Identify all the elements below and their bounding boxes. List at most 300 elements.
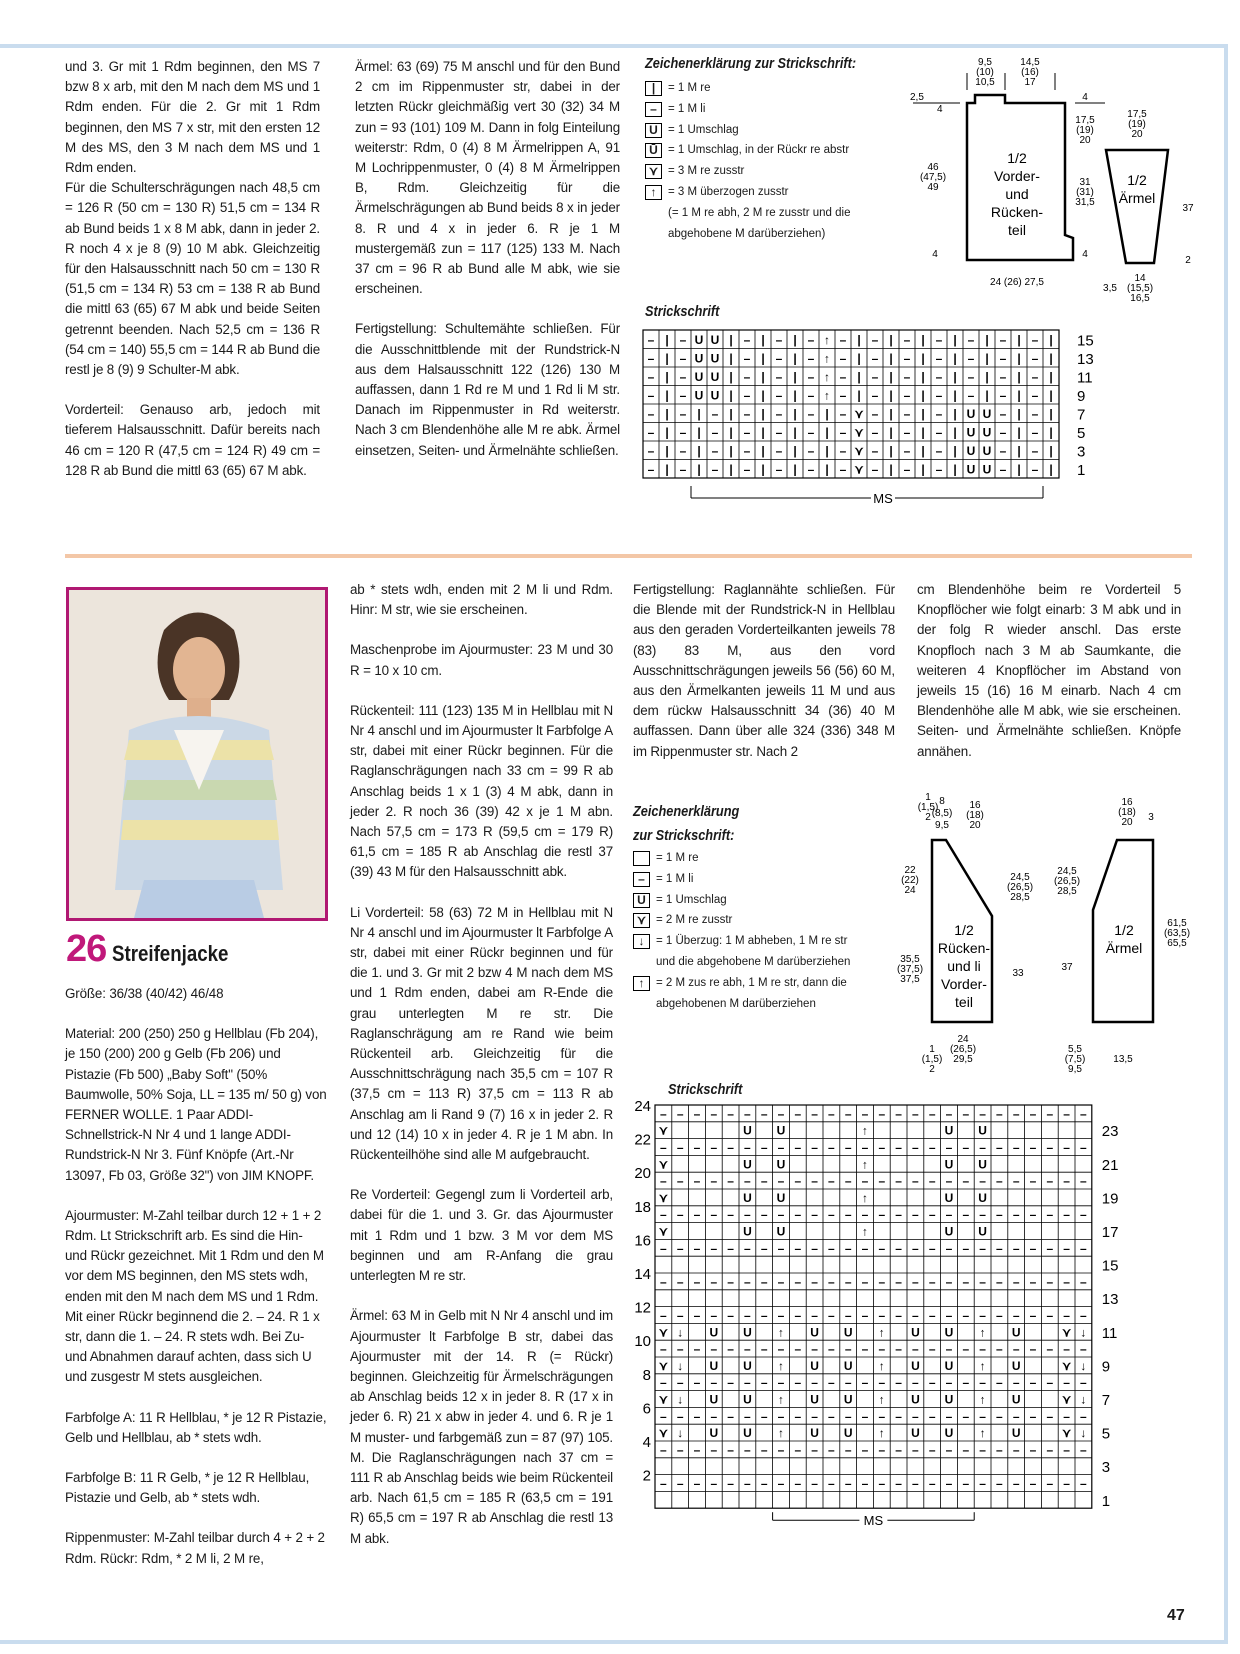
body-piece-label: teil	[955, 994, 973, 1010]
chart-stitch-symbol: –	[979, 1476, 986, 1491]
chart-stitch-symbol: –	[710, 1375, 718, 1390]
chart-stitch-symbol: –	[935, 425, 943, 440]
chart-stitch-symbol: –	[903, 388, 911, 403]
chart-stitch-symbol: U	[709, 1358, 719, 1373]
chart-stitch-symbol: –	[679, 351, 687, 366]
top-col1-paragraph: Für die Schulterschrägungen nach 48,5 cm = 126 R (50 cm = 130 R) 51,5 cm = 134 R ab Bund beids 1 x 8 M abk, dann in jeder 2. R noch 4 x je 8 (9) 10 M abk. Gleichzeitig für den Halsausschnitt nach 50 cm = 130 R (51,5 cm = 134 R) 53 cm = 138 R ab Bund die mittl 63 (65) 67 M abk und beide Seiten getrennt beenden. Nach 52,5 cm = 136 R (54 cm = 140) 55,5 cm = 144 R ab Bund die restl je 8 (9) 9 Schulter-M abk.	[65, 180, 320, 378]
chart-stitch-symbol: –	[878, 1442, 886, 1457]
chart-stitch-symbol: –	[962, 1174, 970, 1189]
chart-stitch-symbol: |	[1017, 351, 1021, 366]
chart-stitch-symbol: |	[921, 388, 925, 403]
chart-stitch-symbol: U	[743, 1325, 752, 1340]
legend-text: abgehobene M darüberziehen)	[668, 227, 826, 240]
chart-stitch-symbol: |	[1049, 406, 1053, 421]
chart-stitch-symbol: –	[962, 1207, 970, 1222]
chart-stitch-symbol: –	[828, 1375, 835, 1390]
chart-stitch-symbol: |	[825, 406, 829, 421]
chart-stitch-symbol: –	[828, 1342, 835, 1357]
chart-stitch-symbol: |	[793, 425, 797, 440]
legend-row	[633, 973, 850, 994]
chart-stitch-symbol: ↑	[878, 1392, 885, 1407]
chart-stitch-symbol: –	[912, 1476, 919, 1491]
body-dim-neck: 8	[939, 796, 945, 807]
chart-stitch-symbol: –	[996, 1140, 1003, 1155]
dim-right-bottom: 4	[1082, 249, 1088, 260]
chart-row-label: 5	[1101, 1425, 1111, 1443]
chart-stitch-symbol: –	[878, 1409, 886, 1424]
chart-stitch-symbol: –	[1046, 1442, 1054, 1457]
top-column-1	[65, 57, 320, 501]
chart-stitch-symbol: –	[1029, 1207, 1037, 1222]
chart-stitch-symbol: –	[861, 1308, 869, 1323]
sleeve-top: (19)	[1128, 119, 1146, 130]
chart-stitch-symbol: |	[1049, 332, 1053, 347]
top-stitch-chart	[643, 325, 1123, 506]
chart-stitch-symbol: –	[710, 1140, 718, 1155]
chart-stitch-symbol: ↑	[824, 351, 830, 366]
chart-stitch-symbol: –	[878, 1241, 886, 1256]
legend-symbol-icon: ⋎	[645, 164, 662, 179]
legend-symbol-icon	[633, 851, 650, 866]
chart-stitch-symbol: ↑	[979, 1426, 986, 1441]
chart-stitch-symbol: –	[828, 1476, 835, 1491]
chart-stitch-symbol: –	[794, 1274, 802, 1289]
chart-stitch-symbol: |	[825, 425, 829, 440]
chart-stitch-symbol: –	[710, 1241, 718, 1256]
chart-stitch-symbol: |	[825, 443, 829, 458]
chart-stitch-symbol: –	[777, 1274, 785, 1289]
chart-stitch-symbol: –	[679, 369, 687, 384]
chart-stitch-symbol: –	[727, 1476, 734, 1491]
chart-stitch-symbol: ⋎	[854, 462, 864, 477]
chart-stitch-symbol: –	[979, 1174, 986, 1189]
chart-stitch-symbol: |	[761, 388, 765, 403]
chart-stitch-symbol: |	[1017, 388, 1021, 403]
chart-stitch-symbol: |	[985, 332, 989, 347]
chart-stitch-symbol: |	[953, 462, 957, 477]
chart-stitch-symbol: |	[665, 462, 669, 477]
chart-stitch-symbol: –	[710, 1308, 718, 1323]
chart-stitch-symbol: –	[844, 1476, 852, 1491]
legend-symbol-icon: Ū	[645, 143, 662, 158]
legend-text: = 1 M re	[656, 852, 699, 864]
chart-row-label: 15	[1077, 332, 1094, 350]
chart-stitch-symbol: U	[843, 1325, 853, 1340]
front-piece-label: und	[1005, 186, 1029, 202]
bottom-col2-paragraph: Ärmel: 63 M in Gelb mit N Nr 4 anschl und im Ajourmuster lt Farbfolge B str, dabei das Ajourmuster mit der 14. R (= Rückr) beginnen. Gleichzeitig für Ärmelschrägungen ab Anschlag beids 12 x in jeder 8. R (17 x in jeder 6. R) 21 x abw in jeder 4. und 6. R je 1 M muster- und farbgemäß zun = 87 (97) 105. M. Die Raglanschrägungen nach 37 cm = 111 R ab Anschlag beids wie beim Rückenteil arb. Nach 61,5 cm = 185 R (63,5 cm = 191 R) 65,5 cm = 197 R ab Anschlag die restl 13 M abk.	[350, 1308, 613, 1546]
chart-stitch-symbol: U	[810, 1358, 819, 1373]
chart-stitch-symbol: –	[861, 1106, 869, 1121]
chart-stitch-symbol: –	[935, 369, 943, 384]
chart-stitch-symbol: U	[911, 1392, 920, 1407]
chart-stitch-symbol: –	[935, 351, 943, 366]
chart-stitch-symbol: –	[727, 1274, 734, 1289]
chart-stitch-symbol: –	[807, 351, 815, 366]
chart-stitch-symbol: |	[953, 443, 957, 458]
chart-stitch-symbol: –	[967, 369, 975, 384]
pattern-number: 26	[66, 928, 107, 970]
chart-stitch-symbol: ↑	[979, 1358, 986, 1373]
chart-stitch-symbol: –	[1031, 462, 1039, 477]
chart-stitch-symbol: –	[878, 1106, 886, 1121]
chart-stitch-symbol: |	[1049, 425, 1053, 440]
chart-row-label: 4	[642, 1434, 651, 1451]
chart-row-label: 5	[1077, 424, 1086, 442]
dim-bottom: 24 (26) 27,5	[990, 277, 1044, 288]
chart-stitch-symbol: ↓	[677, 1392, 684, 1407]
chart-stitch-symbol: –	[928, 1106, 936, 1121]
chart-stitch-symbol: –	[775, 351, 783, 366]
chart-stitch-symbol: –	[710, 1442, 718, 1457]
chart-stitch-symbol: –	[912, 1442, 919, 1457]
chart-stitch-symbol: –	[895, 1174, 902, 1189]
chart-stitch-symbol: –	[928, 1409, 936, 1424]
chart-stitch-symbol: |	[985, 351, 989, 366]
chart-stitch-symbol: –	[744, 1274, 751, 1289]
chart-stitch-symbol: –	[996, 1308, 1003, 1323]
chart-stitch-symbol: –	[693, 1140, 701, 1155]
chart-stitch-symbol: U	[843, 1392, 853, 1407]
chart-stitch-symbol: –	[861, 1375, 869, 1390]
chart-stitch-symbol: ↑	[778, 1392, 784, 1407]
chart-stitch-symbol: |	[889, 369, 893, 384]
chart-stitch-symbol: ⋎	[659, 1325, 668, 1340]
ms-label: MS	[873, 491, 893, 506]
chart-stitch-symbol: U	[982, 406, 992, 421]
chart-stitch-symbol: –	[807, 425, 815, 440]
chart-stitch-symbol: –	[979, 1241, 986, 1256]
chart-stitch-symbol: ↑	[979, 1392, 986, 1407]
body-dim-bottom-left: 2	[929, 1064, 935, 1075]
legend-row	[633, 890, 850, 911]
chart-stitch-symbol: –	[935, 443, 943, 458]
chart-stitch-symbol: |	[793, 443, 797, 458]
legend-row	[633, 952, 850, 973]
chart-stitch-symbol: –	[676, 1476, 684, 1491]
chart-stitch-symbol: –	[844, 1174, 852, 1189]
chart-stitch-symbol: –	[1080, 1442, 1087, 1457]
sleeve-dim-right: (63,5)	[1163, 928, 1191, 939]
chart-stitch-symbol: –	[693, 1241, 701, 1256]
chart-stitch-symbol: –	[996, 1375, 1003, 1390]
chart-stitch-symbol: –	[647, 388, 655, 403]
chart-stitch-symbol: –	[811, 1207, 818, 1222]
chart-stitch-symbol: –	[945, 1207, 953, 1222]
chart-stitch-symbol: –	[999, 462, 1007, 477]
body-dim-bottom: 24	[957, 1034, 969, 1045]
chart-stitch-symbol: –	[839, 332, 847, 347]
chart-stitch-symbol: –	[760, 1140, 768, 1155]
chart-stitch-symbol: ⋎	[659, 1426, 668, 1441]
chart-stitch-symbol: |	[793, 351, 797, 366]
legend-text: = 2 M zus re abh, 1 M re str, dann die	[656, 976, 847, 989]
chart-stitch-symbol: –	[996, 1274, 1003, 1289]
chart-stitch-symbol: –	[660, 1174, 667, 1189]
chart-stitch-symbol: –	[979, 1409, 986, 1424]
chart-stitch-symbol: |	[921, 443, 925, 458]
chart-stitch-symbol: –	[744, 1375, 751, 1390]
chart-stitch-symbol: ↓	[1080, 1325, 1087, 1340]
chart-stitch-symbol: –	[676, 1409, 684, 1424]
chart-stitch-symbol: –	[807, 462, 815, 477]
chart-stitch-symbol: U	[982, 462, 992, 477]
chart-row-label: 6	[642, 1400, 651, 1418]
chart-stitch-symbol: –	[676, 1308, 684, 1323]
chart-stitch-symbol: |	[953, 406, 957, 421]
chart-stitch-symbol: –	[828, 1308, 835, 1323]
chart-stitch-symbol: –	[979, 1342, 986, 1357]
chart-stitch-symbol: |	[1017, 462, 1021, 477]
legend-row	[633, 994, 850, 1015]
body-dim-bottom: (26,5)	[949, 1044, 977, 1055]
chart-stitch-symbol: |	[825, 462, 829, 477]
dim-shoulder: (16)	[1021, 67, 1039, 78]
body-dim-right-upper: (26,5)	[1006, 882, 1034, 893]
chart-row-label: 2	[642, 1467, 651, 1485]
chart-stitch-symbol: |	[729, 351, 733, 366]
body-piece-label: und li	[947, 958, 981, 974]
chart-stitch-symbol: –	[777, 1207, 785, 1222]
chart-stitch-symbol: –	[794, 1207, 802, 1222]
chart-stitch-symbol: –	[871, 443, 879, 458]
body-dim-shoulder: 16	[969, 800, 981, 811]
chart-stitch-symbol: ↑	[778, 1358, 784, 1373]
chart-stitch-symbol: –	[828, 1442, 835, 1457]
chart-stitch-symbol: |	[665, 406, 669, 421]
chart-stitch-symbol: |	[697, 406, 701, 421]
front-piece-label: Vorder-	[994, 168, 1040, 184]
chart-stitch-symbol: –	[1080, 1476, 1087, 1491]
chart-stitch-symbol: –	[1031, 351, 1039, 366]
chart-stitch-symbol: –	[660, 1375, 667, 1390]
chart-stitch-symbol: –	[727, 1241, 734, 1256]
chart-row-label: 11	[1101, 1324, 1118, 1342]
chart-stitch-symbol: –	[660, 1442, 667, 1457]
chart-stitch-symbol: –	[1080, 1174, 1087, 1189]
chart-stitch-symbol: –	[777, 1409, 785, 1424]
chart-stitch-symbol: |	[729, 443, 733, 458]
chart-stitch-symbol: –	[647, 425, 655, 440]
chart-stitch-symbol: |	[1049, 369, 1053, 384]
chart-stitch-symbol: U	[810, 1392, 819, 1407]
chart-stitch-symbol: U	[743, 1224, 752, 1239]
chart-stitch-symbol: –	[777, 1106, 785, 1121]
bottom-col1-paragraph: Material: 200 (250) 250 g Hellblau (Fb 204), je 150 (200) 200 g Gelb (Fb 206) und Pistazie (Fb 500) „Baby Soft" (50% Baumwolle, 50% Soja, LL = 135 m/ 50 g) von FERNER WOLLE. 1 Paar ADDI-Schnellstrick-N Nr 4 und 1 lange ADDI-Rundstrick-N Nr 3. Fünf Knöpfe (Art.-Nr 13097, Fb 03, Größe 32") von JIM KNOPF.	[65, 1026, 327, 1183]
chart-stitch-symbol: –	[878, 1174, 886, 1189]
bottom-legend-title-line: Zeichenerklärung	[633, 803, 740, 820]
bottom-col2-paragraph: ab * stets wdh, enden mit 2 M li und Rdm. Hinr: M str, wie sie erscheinen.	[350, 582, 613, 618]
legend-text: = 1 M re	[668, 82, 711, 94]
chart-stitch-symbol: –	[711, 406, 719, 421]
body-dim-left-upper: 22	[904, 865, 916, 876]
chart-stitch-symbol: –	[676, 1106, 684, 1121]
top-schematic-front	[905, 55, 1095, 310]
legend-symbol-icon: –	[633, 872, 650, 887]
legend-text: = 1 Umschlag	[668, 123, 739, 136]
chart-stitch-symbol: –	[1012, 1409, 1020, 1424]
chart-stitch-symbol: –	[962, 1308, 970, 1323]
chart-row-label: 7	[1101, 1392, 1111, 1409]
chart-stitch-symbol: –	[979, 1442, 986, 1457]
chart-stitch-symbol: –	[711, 425, 719, 440]
sleeve-top: 20	[1131, 129, 1143, 140]
chart-stitch-symbol: –	[775, 406, 783, 421]
sleeve-bottom-right: 2	[1185, 255, 1191, 266]
chart-stitch-symbol: –	[744, 1140, 751, 1155]
chart-stitch-symbol: –	[777, 1375, 785, 1390]
chart-stitch-symbol: –	[962, 1106, 970, 1121]
chart-stitch-symbol: –	[743, 406, 751, 421]
chart-stitch-symbol: –	[693, 1342, 701, 1357]
chart-stitch-symbol: |	[985, 369, 989, 384]
chart-stitch-symbol: –	[807, 406, 815, 421]
chart-stitch-symbol: –	[693, 1308, 701, 1323]
chart-stitch-symbol: U	[810, 1426, 819, 1441]
chart-stitch-symbol: U	[776, 1190, 786, 1205]
chart-stitch-symbol: –	[967, 351, 975, 366]
chart-stitch-symbol: –	[878, 1308, 886, 1323]
chart-stitch-symbol: –	[775, 369, 783, 384]
chart-stitch-symbol: |	[1049, 443, 1053, 458]
chart-stitch-symbol: –	[839, 462, 847, 477]
chart-stitch-symbol: –	[1080, 1409, 1087, 1424]
chart-stitch-symbol: –	[811, 1375, 818, 1390]
chart-stitch-symbol: –	[760, 1409, 768, 1424]
chart-stitch-symbol: –	[1046, 1476, 1054, 1491]
chart-stitch-symbol: –	[727, 1375, 734, 1390]
dim-top-left2: 4	[937, 104, 943, 115]
chart-stitch-symbol: |	[665, 443, 669, 458]
chart-stitch-symbol: –	[967, 332, 975, 347]
chart-stitch-symbol: |	[889, 388, 893, 403]
chart-stitch-symbol: –	[962, 1274, 970, 1289]
body-dim-shoulder: 20	[969, 820, 981, 831]
chart-stitch-symbol: |	[729, 462, 733, 477]
chart-stitch-symbol: |	[1049, 462, 1053, 477]
chart-stitch-symbol: –	[935, 332, 943, 347]
chart-stitch-symbol: –	[1031, 443, 1039, 458]
chart-stitch-symbol: –	[1046, 1409, 1054, 1424]
chart-stitch-symbol: –	[1029, 1409, 1037, 1424]
chart-stitch-symbol: –	[878, 1342, 886, 1357]
chart-stitch-symbol: –	[935, 406, 943, 421]
chart-stitch-symbol: –	[744, 1174, 751, 1189]
dim-right-low: 31	[1079, 177, 1091, 188]
chart-stitch-symbol: |	[953, 332, 957, 347]
chart-stitch-symbol: ↑	[862, 1190, 868, 1205]
chart-stitch-symbol: –	[1080, 1342, 1087, 1357]
chart-stitch-symbol: –	[811, 1174, 818, 1189]
chart-stitch-symbol: –	[744, 1207, 751, 1222]
chart-stitch-symbol: –	[660, 1409, 667, 1424]
chart-stitch-symbol: |	[889, 462, 893, 477]
chart-stitch-symbol: –	[1080, 1375, 1087, 1390]
bottom-col2-paragraph: Li Vorderteil: 58 (63) 72 M in Hellblau mit N Nr 4 anschl und im Ajourmuster lt Farbfolge A str, dabei mit einer Rückr beginnen und für die 1. und 3. Gr mit 2 bzw 4 M nach dem MS und 1 Rdm enden, dabei am R-Ende die grau unterlegten M re str. Die Raglanschrägung am re Rand wie beim Rückenteil arb. Gleichzeitig für die Ausschnittschrägung nach 35,5 cm = 107 R (37,5 cm = 113 R) 37,5 cm = 113 R ab Anschlag am li Rand 9 (7) 16 x in jeder 2. R und 12 (14) 10 x in jeder 4. R je 1 M abn. In Rückenteilhöhe sind alle M aufgebraucht.	[350, 904, 613, 1163]
sleeve-dim-right: 61,5	[1167, 918, 1187, 929]
chart-stitch-symbol: –	[1063, 1375, 1070, 1390]
chart-stitch-symbol: –	[679, 406, 687, 421]
legend-row	[645, 224, 850, 245]
chart-stitch-symbol: –	[878, 1476, 886, 1491]
chart-stitch-symbol: |	[921, 462, 925, 477]
chart-stitch-symbol: –	[999, 369, 1007, 384]
chart-stitch-symbol: –	[1012, 1375, 1020, 1390]
chart-stitch-symbol: –	[962, 1476, 970, 1491]
top-legend	[645, 78, 850, 244]
chart-stitch-symbol: –	[1080, 1241, 1087, 1256]
chart-stitch-symbol: –	[871, 351, 879, 366]
chart-stitch-symbol: ⋎	[1062, 1325, 1071, 1340]
body-piece-label: Vorder-	[941, 976, 987, 992]
body-dim-right-upper: 24,5	[1010, 872, 1030, 883]
chart-stitch-symbol: –	[710, 1274, 718, 1289]
chart-stitch-symbol: –	[794, 1442, 802, 1457]
chart-stitch-symbol: –	[744, 1342, 751, 1357]
chart-stitch-symbol: |	[793, 388, 797, 403]
body-dim-left-upper: 24	[904, 885, 916, 896]
chart-stitch-symbol: |	[857, 351, 861, 366]
body-dim-right-lower: 33	[1012, 968, 1024, 979]
chart-stitch-symbol: |	[761, 332, 765, 347]
chart-stitch-symbol: |	[697, 443, 701, 458]
sleeve-dim-top: 20	[1121, 817, 1133, 828]
chart-stitch-symbol: –	[844, 1274, 852, 1289]
chart-stitch-symbol: –	[928, 1375, 936, 1390]
chart-stitch-symbol: –	[928, 1207, 936, 1222]
chart-stitch-symbol: –	[912, 1274, 919, 1289]
chart-stitch-symbol: ⋎	[854, 406, 864, 421]
bottom-chart-title: Strickschrift	[668, 1081, 743, 1098]
legend-row	[645, 78, 850, 99]
chart-stitch-symbol: |	[1017, 332, 1021, 347]
chart-stitch-symbol: –	[828, 1106, 835, 1121]
chart-stitch-symbol: –	[760, 1442, 768, 1457]
dim-top-left: 2,5	[910, 92, 924, 103]
chart-stitch-symbol: ↓	[677, 1426, 684, 1441]
top-schematic-sleeve	[1080, 105, 1200, 310]
body-piece-label: 1/2	[954, 922, 974, 938]
sleeve-dim-left-lower: 37	[1061, 962, 1073, 973]
chart-row-label: 10	[634, 1333, 651, 1351]
chart-stitch-symbol: –	[807, 443, 815, 458]
chart-stitch-symbol: –	[828, 1174, 835, 1189]
chart-stitch-symbol: –	[895, 1140, 902, 1155]
chart-row-label: 13	[1077, 350, 1094, 368]
chart-stitch-symbol: –	[794, 1174, 802, 1189]
chart-stitch-symbol: –	[727, 1174, 734, 1189]
chart-stitch-symbol: –	[775, 388, 783, 403]
legend-text: abgehobenen M darüberziehen	[656, 997, 816, 1010]
chart-stitch-symbol: |	[665, 388, 669, 403]
chart-stitch-symbol: |	[1017, 406, 1021, 421]
chart-stitch-symbol: ↑	[824, 369, 830, 384]
chart-stitch-symbol: U	[978, 1190, 987, 1205]
chart-stitch-symbol: –	[839, 369, 847, 384]
legend-symbol-icon: U	[645, 123, 662, 138]
chart-stitch-symbol: U	[710, 332, 720, 347]
bottom-col2-paragraph: Rückenteil: 111 (123) 135 M in Hellblau mit N Nr 4 anschl und im Ajourmuster lt Farbfolge A str, dabei mit einer Rückr beginnen. Für die Raglanschrägungen nach 33 cm = 99 R ab Anschlag beids 1 x 1 (3) 4 M abk, dann in jeder 2. R noch 36 (39) 42 x je 1 M abn. Nach 57,5 cm = 173 R (59,5 cm = 179 R) 61,5 cm = 185 R ab Anschlag die restl 37 (39) 43 M für den Halsausschnitt abk.	[350, 702, 613, 880]
chart-stitch-symbol: –	[935, 388, 943, 403]
chart-stitch-symbol: U	[944, 1224, 954, 1239]
sleeve-bottom: 16,5	[1130, 293, 1150, 304]
chart-stitch-symbol: |	[793, 462, 797, 477]
chart-stitch-symbol: –	[1063, 1174, 1070, 1189]
chart-stitch-symbol: –	[794, 1106, 802, 1121]
chart-stitch-symbol: –	[693, 1207, 701, 1222]
sleeve-dim-top-right: 3	[1148, 812, 1154, 823]
chart-stitch-symbol: –	[744, 1241, 751, 1256]
chart-stitch-symbol: U	[843, 1426, 853, 1441]
